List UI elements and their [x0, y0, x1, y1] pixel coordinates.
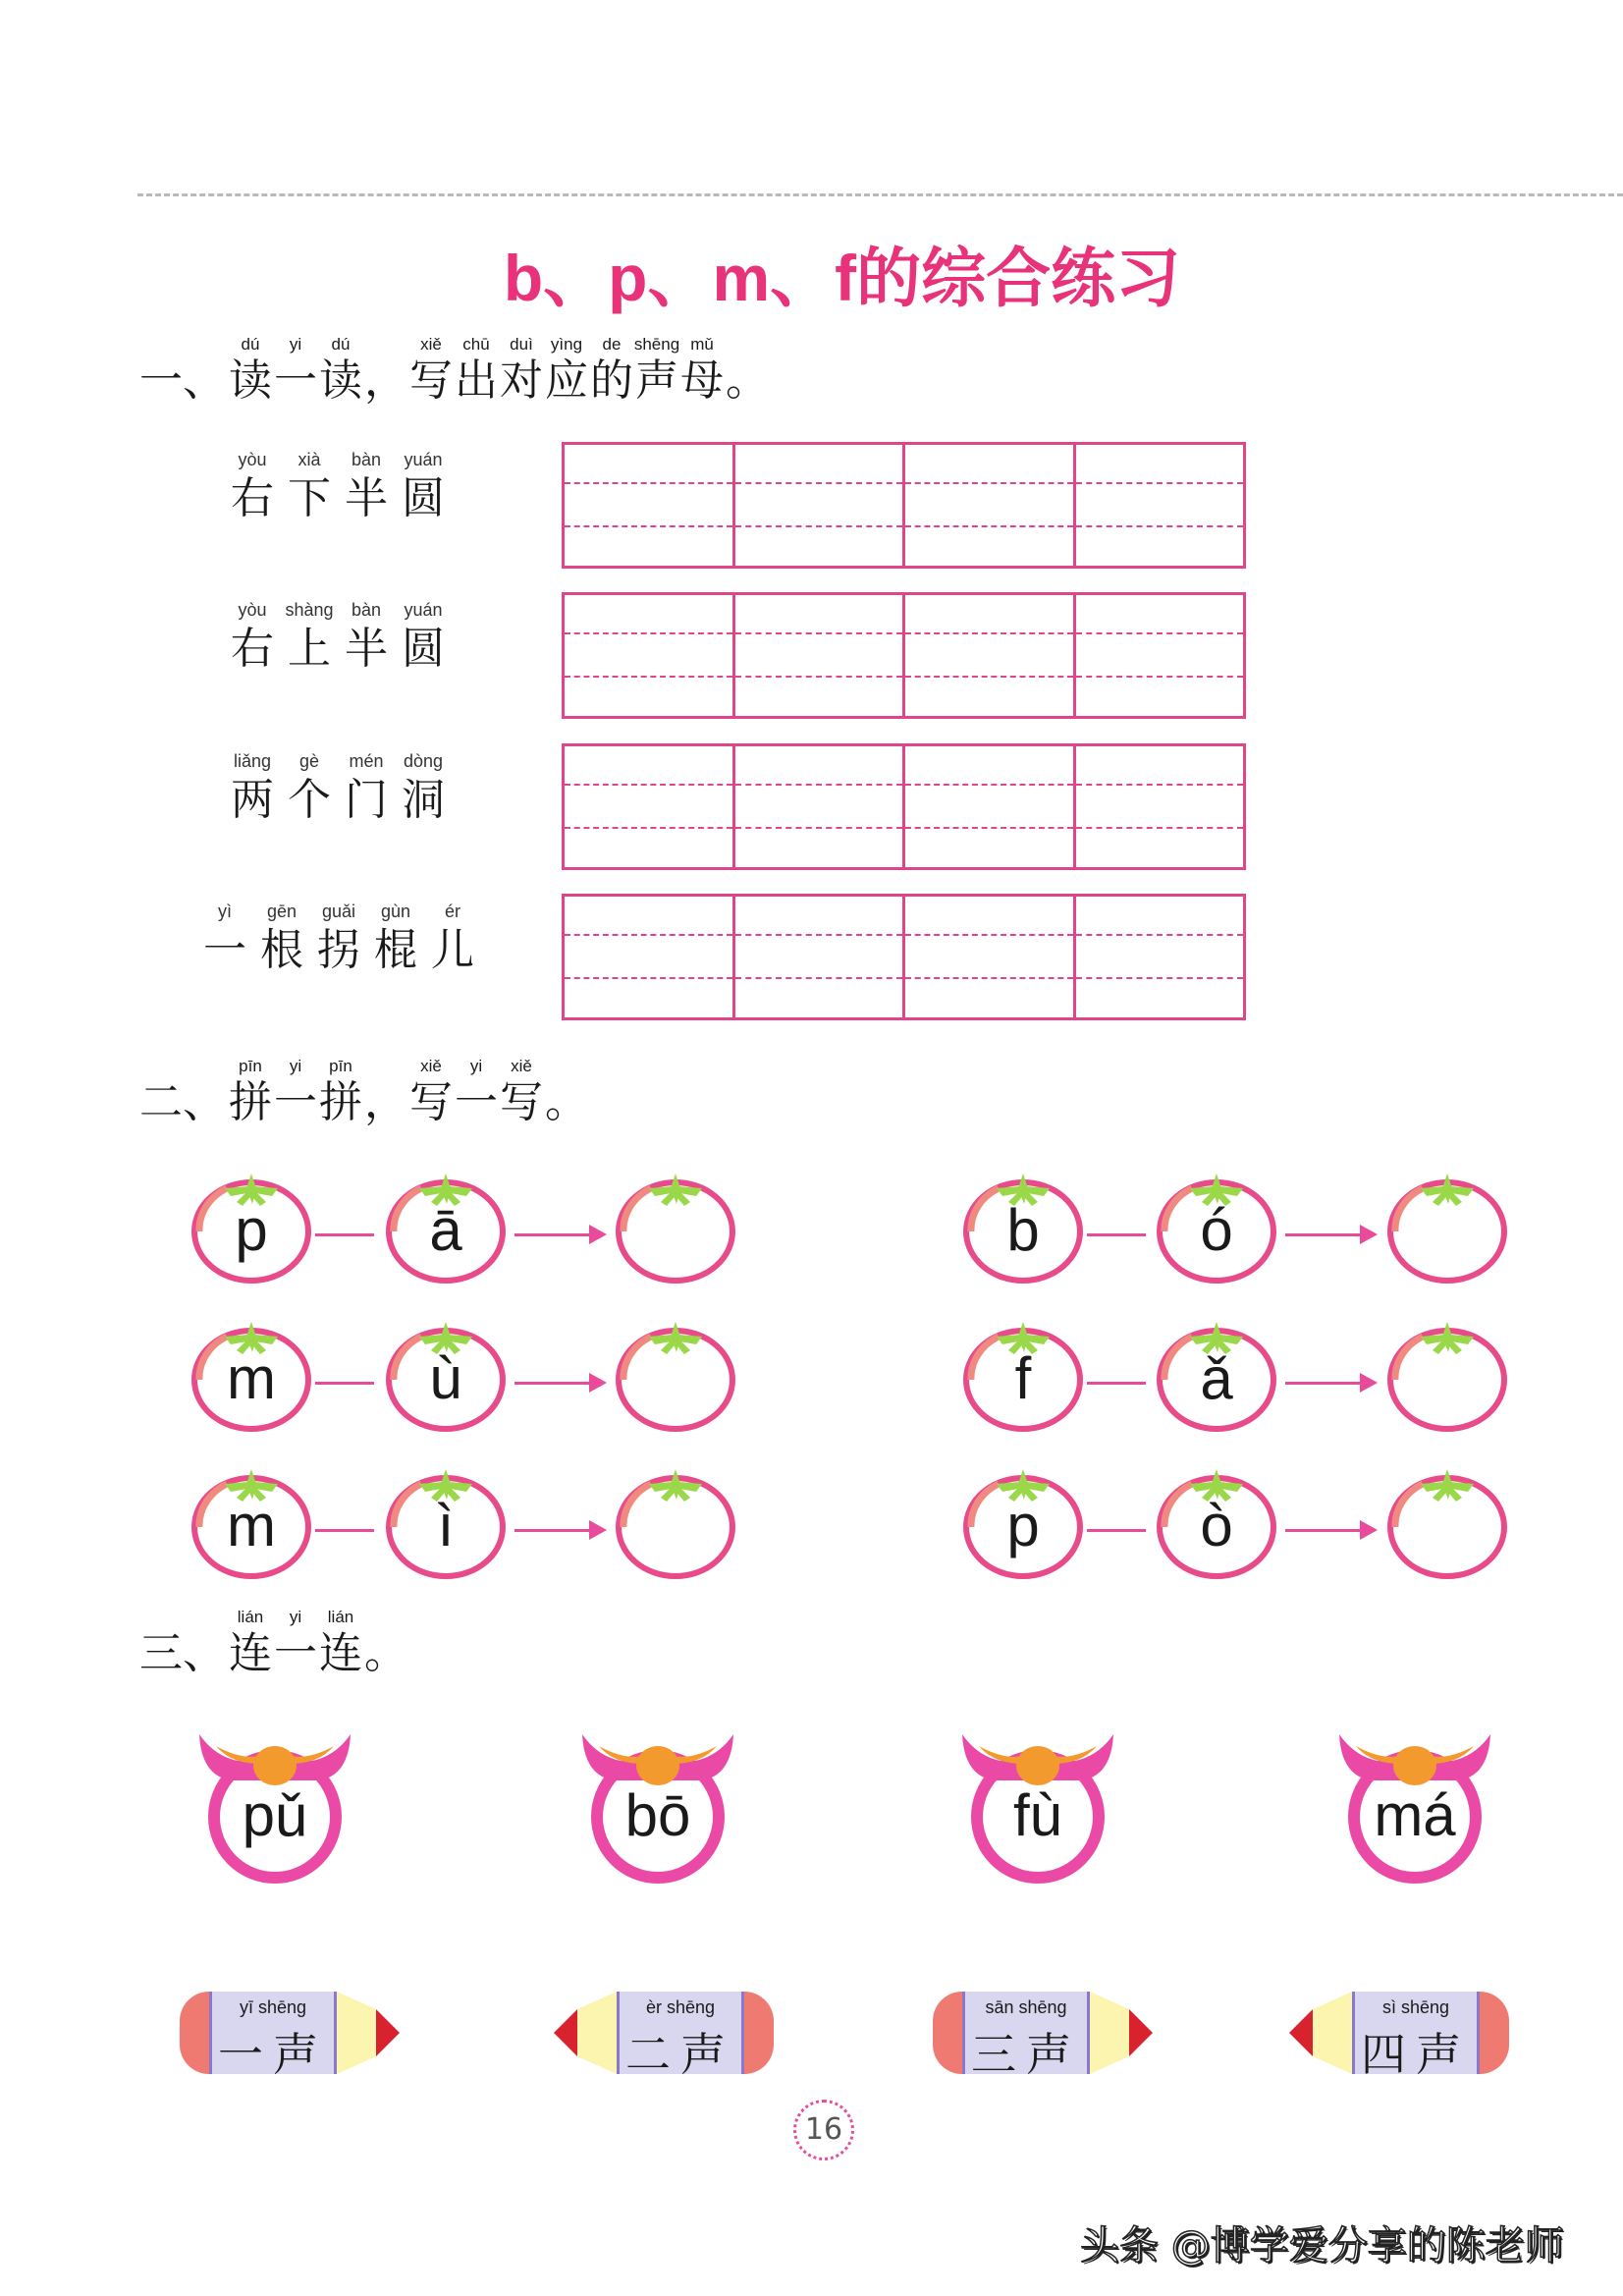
writing-grid: [562, 592, 1246, 719]
hanzi: 半: [345, 624, 388, 674]
heading-char: [363, 1056, 408, 1128]
tomato-final: [1153, 1319, 1280, 1435]
hanzi: 一: [203, 925, 246, 975]
label-char: [224, 450, 281, 524]
writing-cell[interactable]: [565, 595, 735, 716]
hanzi: ，: [364, 1077, 407, 1127]
tone-pencil[interactable]: [548, 1988, 774, 2081]
pencil-tip-icon: [1283, 1988, 1352, 2078]
writing-cell[interactable]: [1076, 746, 1244, 867]
writing-cell[interactable]: [565, 897, 735, 1017]
hanzi: 拼: [319, 1077, 362, 1127]
pinyin: yì: [217, 902, 232, 921]
syllable-text: bō: [624, 1782, 691, 1848]
tone-pinyin: yī shēng: [239, 1997, 307, 2017]
heading-char: [273, 1056, 318, 1128]
label-char: [424, 902, 481, 976]
pinyin: yìng: [550, 335, 583, 354]
pinyin: yi: [289, 335, 302, 354]
pencil-body: [962, 1992, 1090, 2081]
tone-pencil[interactable]: [180, 1988, 406, 2081]
heading-char: [318, 1607, 363, 1679]
section2-heading: [137, 1056, 589, 1128]
hanzi: 下: [288, 473, 331, 523]
watermark: 头条 @博学爱分享的陈老师: [1080, 2223, 1564, 2269]
label-char: [224, 600, 281, 675]
pinyin: chū: [462, 335, 490, 354]
arrow-icon: [1285, 1529, 1374, 1532]
label-char: [310, 902, 367, 976]
heading-char: [273, 334, 318, 407]
label-char: [224, 751, 281, 826]
hanzi: 洞: [402, 775, 445, 825]
tomato-letter: m: [227, 1345, 276, 1411]
pinyin: de: [602, 335, 622, 354]
pinyin: lián: [237, 1608, 264, 1626]
tomato-initial: [959, 1466, 1087, 1582]
heading-char: [544, 334, 589, 407]
heading-char: [318, 1056, 363, 1128]
pinyin: lián: [327, 1608, 354, 1626]
pencil-eraser: [933, 1992, 966, 2074]
hanzi: 母: [680, 355, 724, 406]
hanzi: 读: [229, 355, 272, 406]
row-label: [224, 600, 452, 675]
heading-char: [589, 334, 634, 407]
connector-line: [1087, 1529, 1146, 1532]
row-label: [196, 902, 481, 976]
tomato-letter: p: [1006, 1493, 1040, 1558]
tone-pinyin: sān shēng: [985, 1997, 1067, 2017]
pencil-body: [617, 1992, 744, 2081]
heading-char: [679, 334, 725, 407]
tomato-final: [382, 1466, 510, 1582]
hanzi: 的: [590, 355, 633, 406]
syllable-head[interactable]: [191, 1726, 358, 1884]
hanzi: 连: [319, 1628, 362, 1678]
pencil-tip-icon: [337, 1988, 406, 2078]
hanzi: 一、: [139, 355, 226, 406]
heading-char: [408, 334, 454, 407]
hanzi: 对: [500, 355, 543, 406]
tomato-letter: m: [227, 1493, 276, 1558]
tomato-final: [1153, 1466, 1280, 1582]
tomato-initial: [959, 1319, 1087, 1435]
label-char: [281, 450, 338, 524]
tomato-initial: [188, 1319, 315, 1435]
hanzi: 写: [409, 1077, 453, 1127]
tomato-letter: ò: [1200, 1493, 1233, 1558]
tomato-final: [382, 1319, 510, 1435]
syllable-head[interactable]: [1331, 1726, 1498, 1884]
tomato-letter: b: [1006, 1197, 1040, 1263]
top-dashed-divider: [137, 193, 1623, 196]
heading-char: [273, 1607, 318, 1679]
page-title: b、p、m、f的综合练习: [503, 242, 1181, 314]
syllable-text: má: [1374, 1782, 1456, 1848]
hanzi: 根: [260, 925, 303, 975]
heading-char: [137, 334, 228, 407]
writing-cell[interactable]: [1076, 595, 1244, 716]
writing-cell[interactable]: [565, 746, 735, 867]
row-label: [224, 751, 452, 826]
heading-char: [634, 334, 679, 407]
heading-char: [544, 1056, 589, 1128]
hanzi: 棍: [374, 925, 417, 975]
hanzi: 一: [455, 1077, 498, 1127]
label-char: [281, 751, 338, 826]
pinyin: xiě: [511, 1057, 532, 1075]
hanzi: 圆: [402, 624, 445, 674]
heading-char: [499, 1056, 544, 1128]
tomato-letter: ù: [429, 1345, 462, 1411]
tomato-letter: ā: [429, 1197, 462, 1263]
writing-cell[interactable]: [735, 897, 906, 1017]
tomato-icon: [1383, 1171, 1511, 1286]
writing-cell[interactable]: [905, 595, 1076, 716]
tomato-answer[interactable]: [612, 1319, 739, 1435]
writing-grid: [562, 743, 1246, 870]
writing-cell[interactable]: [905, 897, 1076, 1017]
connector-line: [315, 1382, 374, 1385]
label-char: [367, 902, 424, 976]
hanzi: 拼: [229, 1077, 272, 1127]
pencil-tip-icon: [548, 1988, 617, 2078]
tomato-icon: [612, 1466, 739, 1582]
hanzi: 一: [274, 355, 317, 406]
writing-cell[interactable]: [565, 445, 735, 566]
pinyin: yòu: [238, 450, 267, 469]
writing-grid: [562, 894, 1246, 1020]
tone-pinyin: sì shēng: [1381, 1997, 1450, 2017]
pencil-eraser: [180, 1992, 213, 2074]
pinyin: gùn: [380, 902, 411, 921]
writing-grid: [562, 442, 1246, 569]
connector-line: [315, 1529, 374, 1532]
hanzi: 拐: [317, 925, 360, 975]
pinyin: mén: [349, 751, 384, 771]
tomato-answer[interactable]: [1383, 1319, 1511, 1435]
tone-label: 三声: [971, 2028, 1081, 2081]
tomato-answer[interactable]: [1383, 1466, 1511, 1582]
label-char: [338, 600, 395, 675]
pinyin: bàn: [351, 600, 382, 620]
writing-cell[interactable]: [735, 746, 906, 867]
label-char: [253, 902, 310, 976]
label-char: [196, 902, 253, 976]
tone-label: 一声: [218, 2028, 328, 2081]
pinyin: pīn: [239, 1057, 262, 1075]
tone-label: 二声: [625, 2028, 735, 2081]
pinyin: mǔ: [690, 335, 714, 354]
pinyin: xiě: [420, 335, 442, 354]
heading-char: [228, 334, 273, 407]
pencil-tip-icon: [1090, 1988, 1159, 2078]
pencil-eraser: [1476, 1992, 1509, 2074]
tomato-letter: f: [1014, 1345, 1032, 1411]
pinyin: yi: [289, 1057, 302, 1075]
tomato-initial: [188, 1171, 315, 1286]
heading-char: [137, 1607, 228, 1679]
heading-char: [228, 1607, 273, 1679]
pinyin: guǎi: [321, 902, 356, 921]
arrow-icon: [514, 1529, 603, 1532]
pinyin: dòng: [403, 751, 444, 771]
tone-pencil[interactable]: [1283, 1988, 1509, 2081]
connector-line: [1087, 1233, 1146, 1236]
hanzi: 应: [545, 355, 588, 406]
heading-char: [725, 334, 770, 407]
pencil-body: [1352, 1992, 1480, 2081]
hanzi: 声: [635, 355, 678, 406]
pinyin: liǎng: [233, 751, 272, 771]
pinyin: yuán: [404, 600, 443, 620]
tomato-final: [382, 1171, 510, 1286]
pencil-body: [209, 1992, 337, 2081]
hanzi: 两: [231, 775, 274, 825]
heading-char: [137, 1056, 228, 1128]
hanzi: 。: [726, 355, 769, 406]
hanzi: 一: [274, 1628, 317, 1678]
tomato-icon: [612, 1171, 739, 1286]
syllable-head[interactable]: [954, 1726, 1121, 1884]
hanzi: 门: [345, 775, 388, 825]
writing-cell[interactable]: [735, 595, 906, 716]
pinyin: yi: [469, 1057, 483, 1075]
writing-cell[interactable]: [735, 445, 906, 566]
connector-line: [1087, 1382, 1146, 1385]
label-char: [395, 450, 452, 524]
pinyin: xià: [298, 450, 321, 469]
writing-cell[interactable]: [905, 746, 1076, 867]
hanzi: 圆: [402, 473, 445, 523]
pinyin: dú: [241, 335, 260, 354]
pinyin: yòu: [238, 600, 267, 620]
arrow-icon: [514, 1233, 603, 1236]
tomato-letter: ì: [437, 1493, 455, 1558]
syllable-text: pǔ: [242, 1782, 308, 1848]
heading-char: [499, 334, 544, 407]
section1-heading: [137, 334, 770, 407]
arrow-icon: [514, 1382, 603, 1385]
tone-pencil[interactable]: [933, 1988, 1159, 2081]
pinyin: pīn: [329, 1057, 352, 1075]
hanzi: 读: [319, 355, 362, 406]
syllable-text: fù: [1012, 1782, 1063, 1848]
tomato-initial: [188, 1466, 315, 1582]
tomato-icon: [1383, 1466, 1511, 1582]
pencil-eraser: [740, 1992, 774, 2074]
hanzi: 一: [274, 1077, 317, 1127]
tomato-icon: [1383, 1319, 1511, 1435]
label-char: [338, 751, 395, 826]
tomato-answer[interactable]: [1383, 1171, 1511, 1286]
hanzi: 右: [231, 473, 274, 523]
label-char: [395, 751, 452, 826]
tomato-letter: ó: [1200, 1197, 1233, 1263]
hanzi: 二、: [139, 1077, 226, 1127]
heading-char: [363, 334, 408, 407]
writing-cell[interactable]: [1076, 445, 1244, 566]
pinyin: ér: [444, 902, 460, 921]
heading-char: [318, 334, 363, 407]
heading-char: [454, 1056, 499, 1128]
hanzi: 。: [545, 1077, 588, 1127]
pinyin: bàn: [351, 450, 382, 469]
label-char: [395, 600, 452, 675]
connector-line: [315, 1233, 374, 1236]
tone-pinyin: èr shēng: [645, 1997, 716, 2017]
writing-cell[interactable]: [905, 445, 1076, 566]
row-label: [224, 450, 452, 524]
heading-char: [454, 334, 499, 407]
pinyin: shēng: [633, 335, 680, 354]
tomato-final: [1153, 1171, 1280, 1286]
tomato-icon: [612, 1319, 739, 1435]
tomato-answer[interactable]: [612, 1171, 739, 1286]
pinyin: gè: [298, 751, 320, 771]
arrow-icon: [1285, 1233, 1374, 1236]
writing-cell[interactable]: [1076, 897, 1244, 1017]
heading-char: [363, 1607, 408, 1679]
hanzi: 连: [229, 1628, 272, 1678]
pinyin: gēn: [266, 902, 298, 921]
label-char: [281, 600, 338, 675]
tomato-letter: p: [235, 1197, 268, 1263]
pinyin: shàng: [285, 600, 334, 620]
hanzi: 。: [364, 1628, 407, 1678]
hanzi: 写: [500, 1077, 543, 1127]
syllable-head[interactable]: [574, 1726, 741, 1884]
hanzi: 出: [455, 355, 498, 406]
hanzi: 半: [345, 473, 388, 523]
hanzi: ，: [364, 355, 407, 406]
tomato-initial: [959, 1171, 1087, 1286]
hanzi: 右: [231, 624, 274, 674]
hanzi: 上: [288, 624, 331, 674]
pinyin: duì: [510, 335, 533, 354]
pinyin: yi: [289, 1608, 302, 1626]
hanzi: 个: [288, 775, 331, 825]
hanzi: 三、: [139, 1628, 226, 1678]
tomato-letter: ǎ: [1200, 1345, 1233, 1411]
tone-label: 四声: [1361, 2028, 1471, 2081]
pinyin: xiě: [420, 1057, 442, 1075]
hanzi: 写: [409, 355, 453, 406]
label-char: [338, 450, 395, 524]
heading-char: [228, 1056, 273, 1128]
hanzi: 儿: [431, 925, 474, 975]
tomato-answer[interactable]: [612, 1466, 739, 1582]
pinyin: yuán: [404, 450, 443, 469]
page-number: 16: [793, 2100, 854, 2160]
heading-char: [408, 1056, 454, 1128]
arrow-icon: [1285, 1382, 1374, 1385]
section3-heading: [137, 1607, 408, 1679]
pinyin: dú: [331, 335, 351, 354]
